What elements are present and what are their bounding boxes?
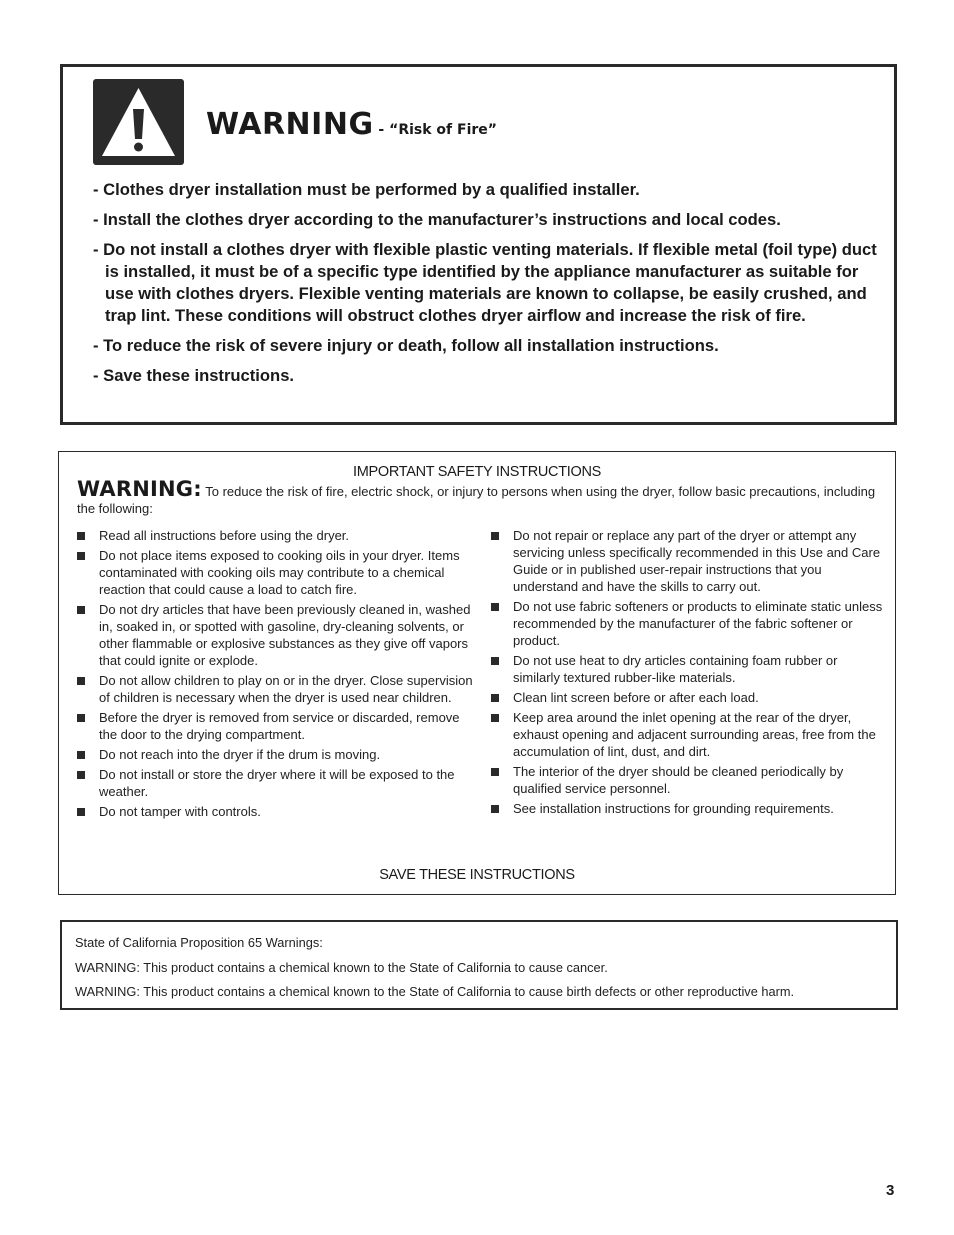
safety-heading: IMPORTANT SAFETY INSTRUCTIONS (352, 464, 602, 480)
risk-of-fire-subtitle: “Risk of Fire” (389, 122, 497, 138)
list-item (491, 652, 886, 686)
list-item (77, 601, 477, 669)
square-bullet-icon (77, 751, 85, 759)
list-item-text: Do not reach into the dryer if the drum is moving. (99, 747, 381, 762)
list-item (77, 527, 477, 544)
safety-intro (77, 477, 882, 517)
safety-intro-text: To reduce the risk of fire, electric shock, or injury to persons when using the dryer, follow basic precautions, including the following: (77, 484, 876, 516)
square-bullet-icon (77, 808, 85, 816)
list-item-text: Do not use fabric softeners or products to eliminate static unless recommended by the manufacturer of the fabric softener or product. (513, 599, 883, 648)
square-bullet-icon (77, 552, 85, 560)
list-item-text: Read all instructions before using the dryer. (99, 528, 350, 543)
square-bullet-icon (491, 603, 499, 611)
list-item (491, 763, 886, 797)
prop65-title: State of California Proposition 65 Warnings: (75, 935, 323, 950)
list-item-text: Before the dryer is removed from service or discarded, remove the door to the drying compartment. (99, 710, 460, 742)
fire-warning-list (93, 179, 883, 395)
fire-warning-item: - Clothes dryer installation must be performed by a qualified installer. (93, 180, 640, 199)
list-item (491, 709, 886, 760)
square-bullet-icon (77, 771, 85, 779)
fire-warning-title (206, 107, 497, 142)
page-number: 3 (886, 1182, 895, 1199)
list-item-text: Keep area around the inlet opening at the rear of the dryer, exhaust opening and adjacent surrounding areas, free from the accumulation of lint, dust, and dirt. (513, 710, 876, 759)
square-bullet-icon (491, 805, 499, 813)
square-bullet-icon (77, 532, 85, 540)
prop65-reproductive-warning: WARNING: This product contains a chemical known to the State of California to cause birth defects or other reproductive harm. (75, 984, 795, 999)
square-bullet-icon (491, 714, 499, 722)
save-instructions-footer: SAVE THESE INSTRUCTIONS (379, 867, 575, 883)
list-item (77, 709, 477, 743)
list-item (77, 672, 477, 706)
fire-warning-item: - To reduce the risk of severe injury or death, follow all installation instructions. (93, 336, 719, 355)
fire-warning-box (60, 64, 897, 425)
list-item-text: Do not place items exposed to cooking oils in your dryer. Items contaminated with cooking oils may contribute to a chemical reaction that could cause a load to catch fire. (99, 548, 460, 597)
list-item (77, 746, 477, 763)
list-item (491, 800, 886, 817)
square-bullet-icon (491, 532, 499, 540)
warning-heading: WARNING (206, 107, 374, 142)
safety-instructions-box (58, 451, 896, 895)
square-bullet-icon (77, 606, 85, 614)
fire-warning-item: - Install the clothes dryer according to the manufacturer’s instructions and local codes. (93, 210, 781, 229)
safety-list-left (77, 527, 477, 823)
list-item-text: Do not allow children to play on or in the dryer. Close supervision of children is necessary when the dryer is used near children. (99, 673, 473, 705)
square-bullet-icon (77, 714, 85, 722)
list-item-text: Do not use heat to dry articles containing foam rubber or similarly textured rubber-like materials. (513, 653, 838, 685)
list-item-text: See installation instructions for grounding requirements. (513, 801, 834, 816)
list-item (77, 766, 477, 800)
prop65-cancer-warning: WARNING: This product contains a chemical known to the State of California to cause cancer. (75, 960, 608, 975)
prop65-box (60, 920, 898, 1010)
list-item-text: The interior of the dryer should be cleaned periodically by qualified service personnel. (513, 764, 844, 796)
list-item (77, 547, 477, 598)
list-item-text: Do not repair or replace any part of the dryer or attempt any servicing unless specifically recommended in this Use and Care Guide or in published user-repair instructions that you understand and have the skills to carry out. (513, 528, 881, 594)
safety-warning-label: WARNING: (77, 477, 202, 501)
list-item (77, 803, 477, 820)
list-item (491, 598, 886, 649)
warning-separator: - (373, 122, 390, 138)
square-bullet-icon (491, 768, 499, 776)
square-bullet-icon (491, 657, 499, 665)
safety-list-right (491, 527, 886, 820)
list-item (491, 527, 886, 595)
list-item-text: Do not install or store the dryer where it will be exposed to the weather. (99, 767, 455, 799)
list-item-text: Do not tamper with controls. (99, 804, 261, 819)
list-item-text: Do not dry articles that have been previously cleaned in, washed in, soaked in, or spotted with gasoline, dry-cleaning solvents, or other flammable or explosive substances as they give off vapors that could ignite or explode. (99, 602, 471, 668)
fire-warning-item: - Save these instructions. (93, 366, 295, 385)
list-item-text: Clean lint screen before or after each load. (513, 690, 759, 705)
exclamation-triangle-icon (93, 79, 184, 165)
list-item (491, 689, 886, 706)
square-bullet-icon (77, 677, 85, 685)
square-bullet-icon (491, 694, 499, 702)
fire-warning-item: - Do not install a clothes dryer with flexible plastic venting materials. If flexible metal (foil type) duct is installed, it must be of a specific type identified by the appliance manufacturer as suitable for use with clothes dryers. Flexible venting materials are known to collapse, be easily crushed, and trap lint. These conditions will obstruct clothes dryer airflow and increase the risk of fire. (93, 240, 877, 325)
